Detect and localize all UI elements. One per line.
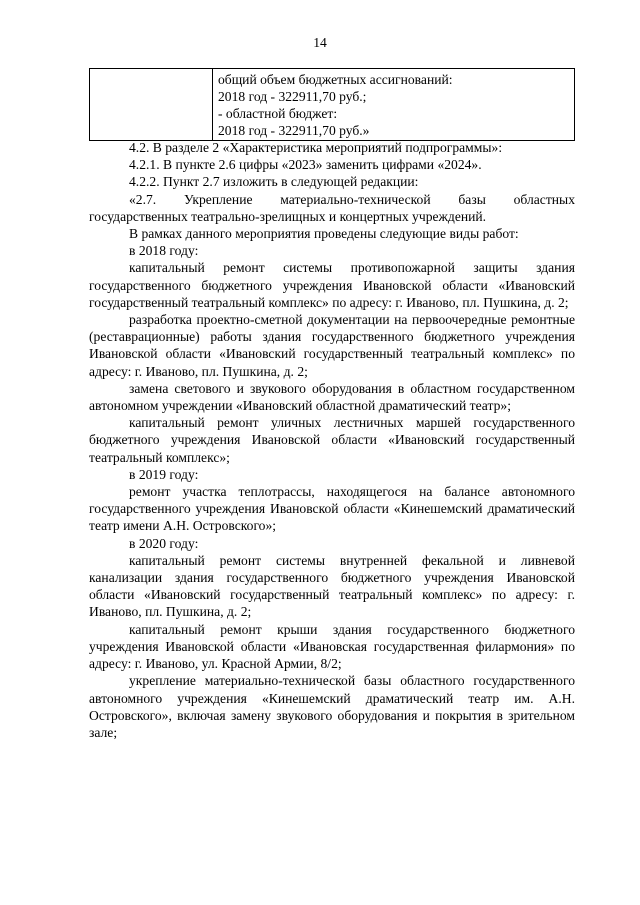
- paragraph: в 2020 году:: [129, 535, 199, 551]
- table-row: [90, 69, 575, 141]
- paragraph: капитальный ремонт уличных лестничных маршей государственного бюджетного учреждения Ивановской области «Ивановский государственный театральный комплекс»;: [89, 415, 575, 465]
- paragraph: капитальный ремонт системы противопожарной защиты здания государственного бюджетного учреждения Ивановской области «Ивановский государственный театральный комплекс» по адресу: г. Иваново, пл. Пушкина, д. 2;: [89, 260, 575, 310]
- paragraph: 4.2.2. Пункт 2.7 изложить в следующей редакции:: [129, 174, 419, 190]
- table-line: - областной бюджет:: [218, 106, 338, 121]
- budget-table: [89, 68, 575, 141]
- paragraph: В рамках данного мероприятия проведены следующие виды работ:: [129, 226, 519, 242]
- paragraph: 4.2.1. В пункте 2.6 цифры «2023» заменить цифрами «2024».: [129, 157, 482, 173]
- table-cell-budget: [213, 69, 575, 141]
- table-line: 2018 год - 322911,70 руб.»: [218, 123, 370, 138]
- paragraph: капитальный ремонт крыши здания государственного бюджетного учреждения Ивановской области «Ивановская государственная филармония» по адресу: г. Иваново, ул. Красной Армии, 8/2;: [89, 621, 575, 672]
- paragraph: ремонт участка теплотрассы, находящегося на балансе автономного государственного учреждения Ивановской области «Кинешемский драматический театр имени А.Н. Островского»;: [89, 484, 575, 534]
- page-number: 14: [313, 35, 327, 50]
- paragraph: замена светового и звукового оборудования в областном государственном автономном учреждении «Ивановский областной драматический театр»;: [89, 380, 575, 414]
- paragraph: в 2018 году:: [129, 243, 199, 259]
- document-body: [89, 139, 575, 741]
- table-line: общий объем бюджетных ассигнований:: [218, 72, 453, 87]
- paragraph: «2.7. Укрепление материально-технической базы областных государственных театрально-зрелищных и концертных учреждений.: [89, 191, 575, 224]
- paragraph: 4.2. В разделе 2 «Характеристика мероприятий подпрограммы»:: [129, 140, 503, 155]
- table-line: 2018 год - 322911,70 руб.;: [218, 89, 367, 104]
- paragraph: укрепление материально-технической базы областного государственного автономного учреждения «Кинешемский драматический театр им. А.Н. Островского», включая замену звукового оборудования и покрытия в зрительном зале;: [89, 673, 575, 740]
- paragraph: в 2019 году:: [129, 466, 199, 482]
- paragraph: разработка проектно-сметной документации на первоочередные ремонтные (реставрационные) работы здания государственного бюджетного учреждения Ивановской области «Ивановский государственный театральный комплекс» по адресу: г. Иваново, пл. Пушкина, д. 2;: [89, 312, 575, 379]
- paragraph: капитальный ремонт системы внутренней фекальной и ливневой канализации здания государственного бюджетного учреждения Ивановской области «Ивановский государственный театральный комплекс» по адресу: г. Иваново, пл. Пушкина, д. 2;: [89, 552, 575, 620]
- table-cell-empty: [90, 69, 213, 141]
